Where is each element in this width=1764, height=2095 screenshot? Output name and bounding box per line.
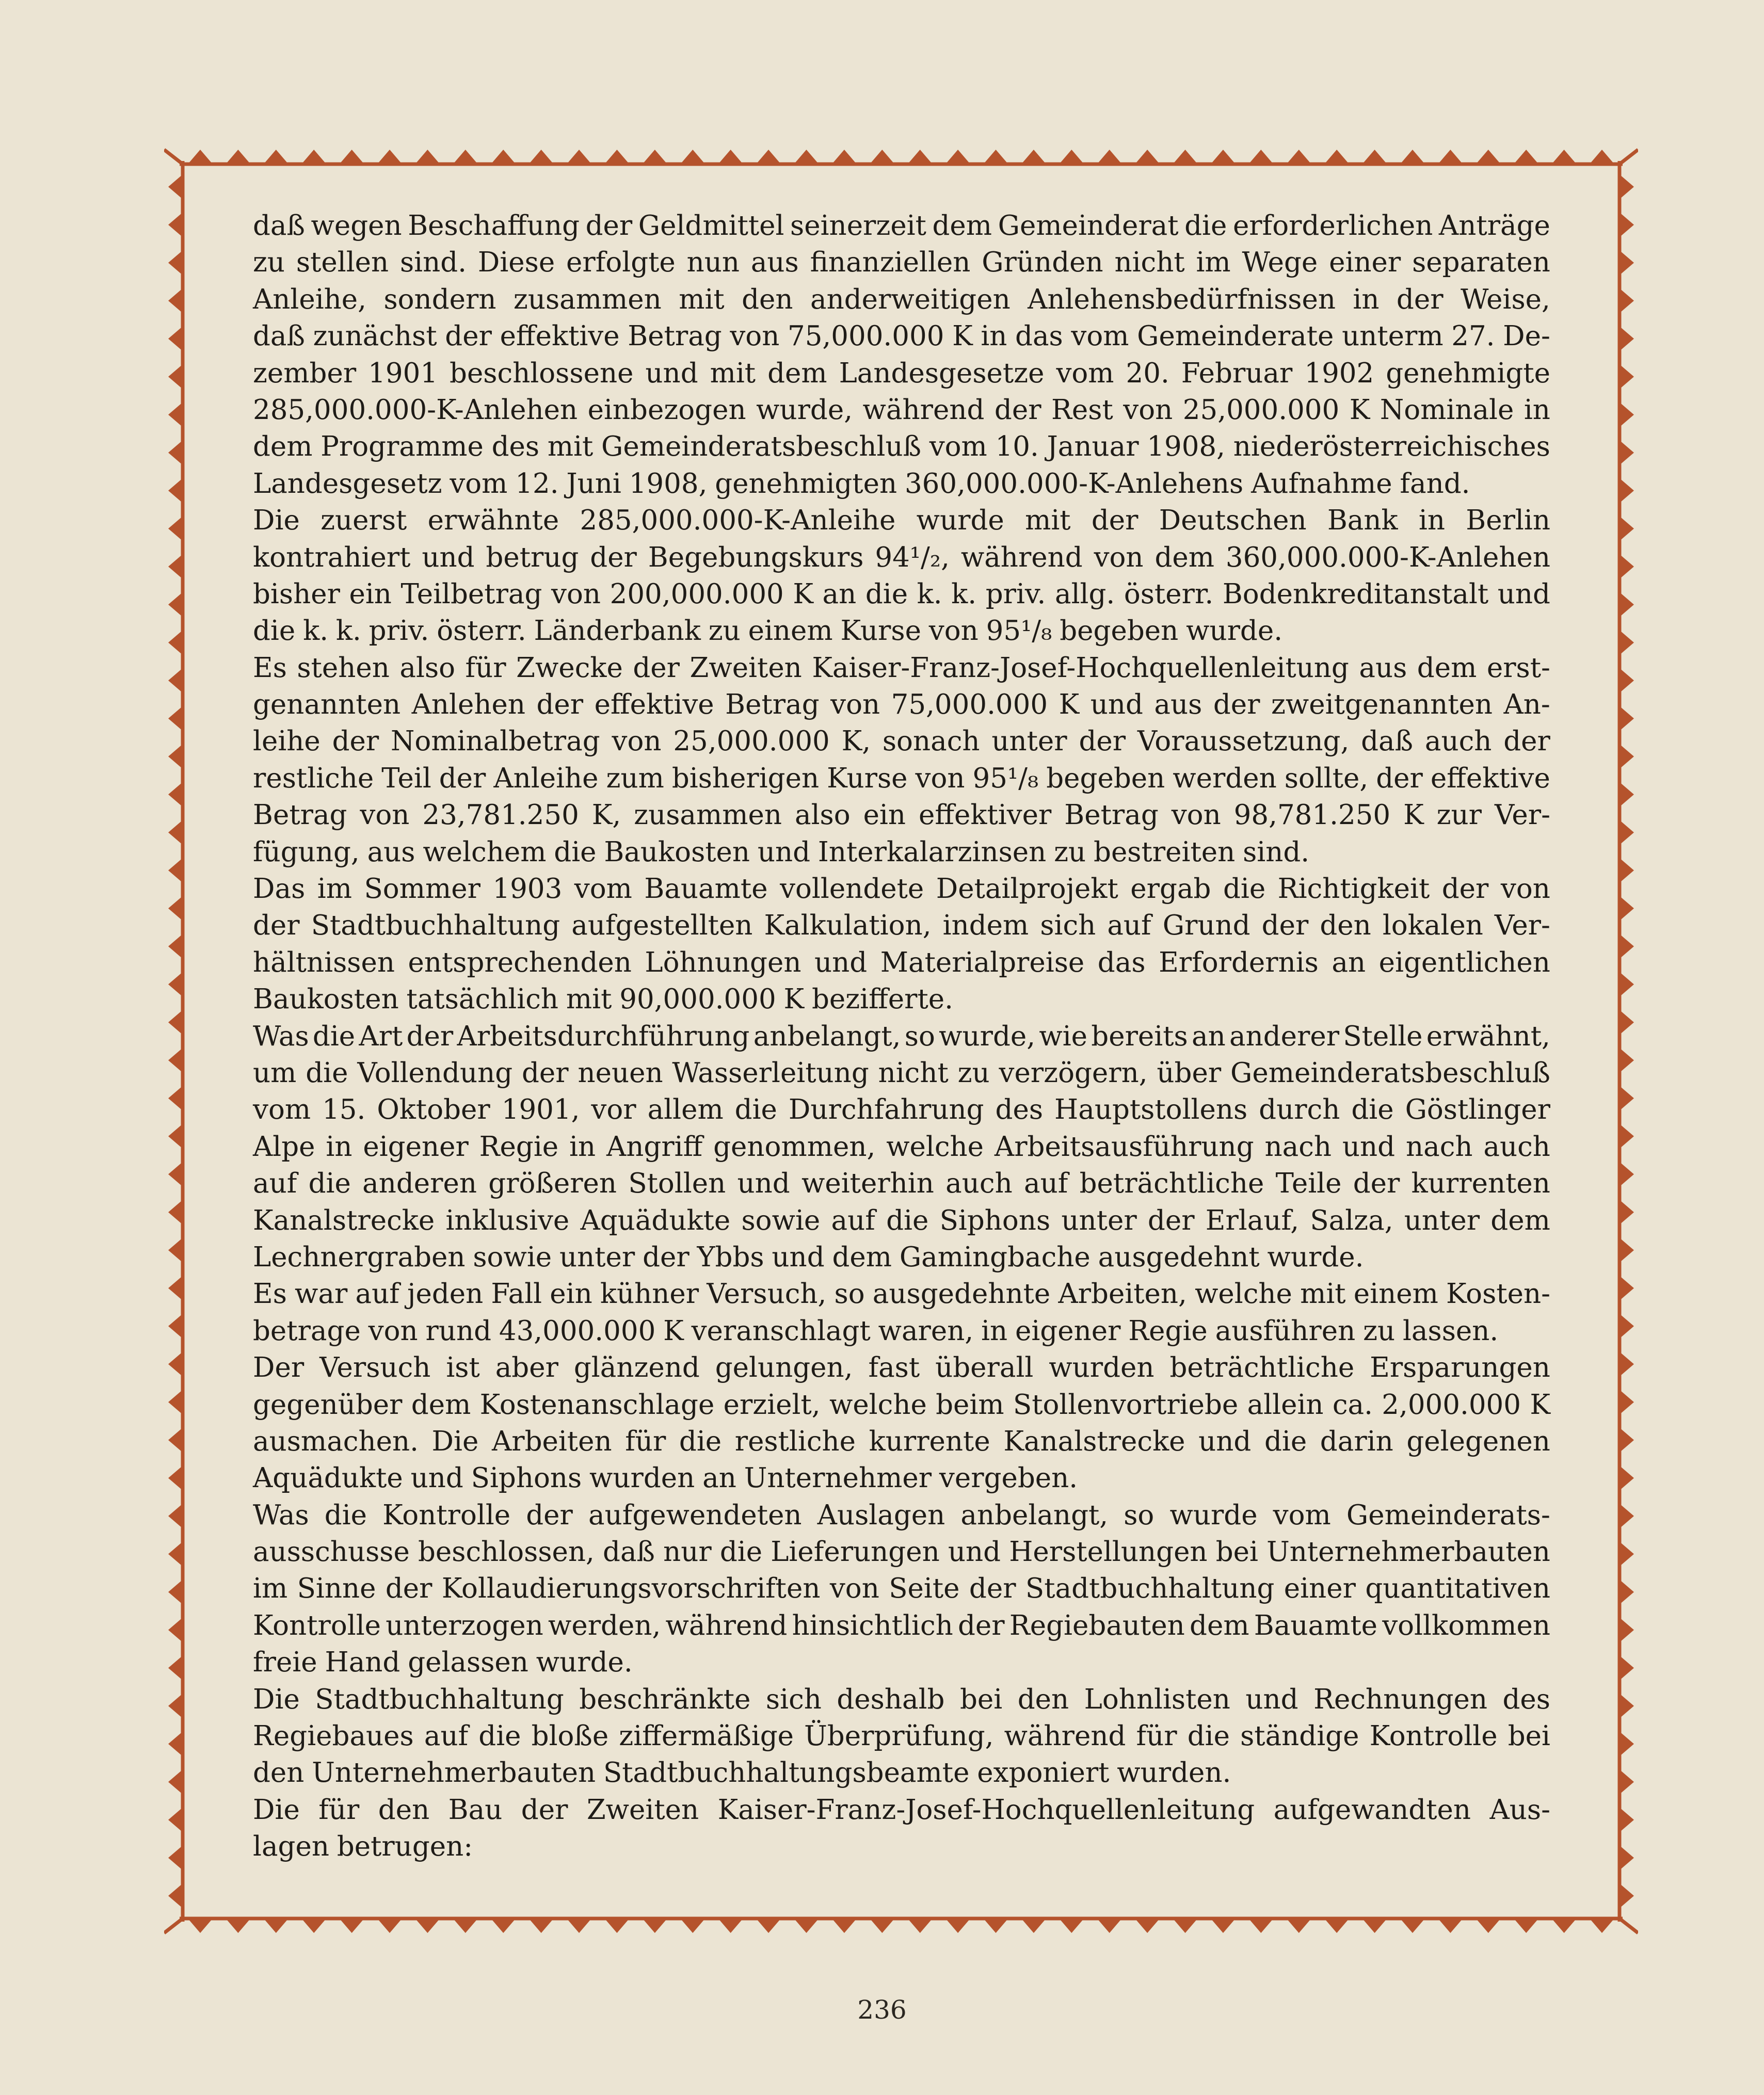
border-triangle: [756, 1919, 781, 1933]
text-line: auf die anderen größeren Stollen und weiterhin auch auf beträchtliche Teile der kurrenten: [253, 1168, 1550, 1200]
border-triangle: [1097, 1919, 1122, 1933]
border-triangle: [168, 896, 183, 921]
border-triangle: [1619, 402, 1634, 427]
text-line: bisher ein Teilbetrag von 200,000.000 K an die k. k. priv. allg. österr. Bodenkreditanstalt und: [253, 578, 1550, 610]
text-line: im Sinne der Kollaudierungsvorschriften von Seite der Stadtbuchhaltung einer quantitativen: [253, 1573, 1550, 1605]
border-triangle: [168, 1618, 183, 1642]
border-triangle: [1438, 1919, 1463, 1933]
border-triangle: [1287, 1919, 1311, 1933]
border-triangle: [680, 1919, 705, 1933]
text-line: die k. k. priv. österr. Länderbank zu einem Kurse von 95¹/₈ begeben wurde.: [253, 615, 1283, 647]
border-triangle: [1619, 1732, 1634, 1756]
text-line: daß zunächst der effektive Betrag von 75,000.000 K in das vom Gemeinderate unterm 27. De-: [253, 320, 1550, 352]
border-triangle: [168, 1655, 183, 1680]
text-line: Lechnergraben sowie unter der Ybbs und dem Gamingbache ausgedehnt wurde.: [253, 1241, 1364, 1273]
border-triangle: [908, 150, 933, 164]
border-triangle: [168, 1580, 183, 1604]
border-triangle: [168, 820, 183, 845]
border-triangle: [1059, 150, 1084, 164]
border-triangle: [168, 213, 183, 237]
border-triangle: [1476, 1919, 1501, 1933]
border-triangle: [1619, 934, 1634, 959]
text-line: Kanalstrecke inklusive Aquädukte sowie auf die Siphons unter der Erlauf, Salza, unter dem: [253, 1204, 1550, 1236]
border-triangle: [168, 1314, 183, 1339]
border-triangle: [680, 150, 705, 164]
border-triangle: [984, 1919, 1008, 1933]
border-triangle: [1135, 150, 1160, 164]
border-triangle: [168, 744, 183, 769]
border-triangle: [1619, 896, 1634, 921]
border-triangle: [168, 1352, 183, 1377]
border-triangle: [168, 1845, 183, 1870]
border-triangle: [168, 364, 183, 389]
border-triangle: [984, 150, 1008, 164]
border-triangle: [188, 1919, 213, 1933]
border-triangle: [168, 250, 183, 275]
border-triangle: [1287, 150, 1311, 164]
border-triangle: [1619, 1580, 1634, 1604]
border-triangle: [168, 288, 183, 313]
border-triangle: [604, 1919, 629, 1933]
border-triangle: [908, 1919, 933, 1933]
border-triangle: [1619, 858, 1634, 883]
border-triangle: [1211, 150, 1236, 164]
border-triangle: [1619, 1618, 1634, 1642]
text-line: 285,000.000-K-Anlehen einbezogen wurde, während der Rest von 25,000.000 K Nominale in: [253, 394, 1550, 426]
border-triangle: [756, 150, 781, 164]
border-triangle: [453, 150, 478, 164]
border-triangle: [1021, 1919, 1046, 1933]
text-line: restliche Teil der Anleihe zum bisherigen Kurse von 95¹/₈ begeben werden sollte, der effektive: [253, 762, 1550, 794]
border-triangle: [1619, 1655, 1634, 1680]
border-triangle: [168, 630, 183, 655]
border-triangle: [567, 150, 591, 164]
border-triangle: [1619, 1845, 1634, 1870]
border-triangle: [226, 1919, 250, 1933]
border-triangle: [1362, 150, 1387, 164]
text-line: Aquädukte und Siphons wurden an Unternehmer vergeben.: [253, 1462, 1078, 1494]
border-triangle: [168, 592, 183, 617]
border-triangle: [1619, 326, 1634, 351]
border-triangle: [1619, 668, 1634, 693]
border-triangle: [168, 1276, 183, 1300]
border-triangle: [870, 150, 894, 164]
text-line: den Unternehmerbauten Stadtbuchhaltungsbeamte exponiert wurden.: [253, 1757, 1231, 1789]
border-triangle: [377, 1919, 402, 1933]
border-triangle: [1173, 1919, 1198, 1933]
border-triangle: [340, 150, 364, 164]
border-triangle: [1619, 478, 1634, 503]
text-line: ausmachen. Die Arbeiten für die restliche kurrente Kanalstrecke und die darin gelegenen: [253, 1425, 1550, 1457]
text-line: kontrahiert und betrug der Begebungskurs 94¹/₂, während von dem 360,000.000-K-Anlehen: [253, 541, 1550, 573]
border-triangle: [377, 150, 402, 164]
border-triangle: [415, 1919, 440, 1933]
border-triangle: [168, 1542, 183, 1567]
border-triangle: [1135, 1919, 1160, 1933]
border-triangle: [1619, 630, 1634, 655]
border-triangle: [1211, 1919, 1236, 1933]
border-triangle: [168, 1465, 183, 1490]
text-line: vom 15. Oktober 1901, vor allem die Durchfahrung des Hauptstollens durch die Göstlinger: [253, 1094, 1550, 1126]
border-triangle: [1619, 1162, 1634, 1187]
border-triangle: [1248, 150, 1273, 164]
border-triangle: [604, 150, 629, 164]
border-triangle: [168, 1010, 183, 1035]
border-triangle: [168, 326, 183, 351]
border-triangle: [1619, 1694, 1634, 1718]
border-triangle: [168, 1694, 183, 1718]
border-triangle: [1619, 1048, 1634, 1073]
border-triangle: [529, 150, 554, 164]
border-triangle: [415, 150, 440, 164]
border-triangle: [168, 782, 183, 807]
text-line: dem Programme des mit Gemeinderatsbeschluß vom 10. Januar 1908, niederösterreichisches: [253, 431, 1550, 463]
border-triangle: [1438, 150, 1463, 164]
border-triangle: [1619, 1390, 1634, 1414]
text-line: Das im Sommer 1903 vom Bauamte vollendete Detailprojekt ergab die Richtigkeit der von: [253, 873, 1550, 905]
border-triangle: [168, 706, 183, 731]
text-line: der Stadtbuchhaltung aufgestellten Kalkulation, indem sich auf Grund der den lokalen Ver-: [253, 910, 1550, 942]
border-triangle: [1059, 1919, 1084, 1933]
border-triangle: [1619, 1465, 1634, 1490]
border-triangle: [453, 1919, 478, 1933]
border-triangle: [264, 1919, 288, 1933]
text-line: genannten Anlehen der effektive Betrag von 75,000.000 K und aus der zweitgenannten An-: [253, 689, 1550, 721]
border-triangle: [226, 150, 250, 164]
border-triangle: [1619, 706, 1634, 731]
text-line: Betrag von 23,781.250 K, zusammen also ein effektiver Betrag von 98,781.250 K zur Ver-: [253, 799, 1550, 831]
text-line: gegenüber dem Kostenanschlage erzielt, welche beim Stollenvortriebe allein ca. 2,000.000 K: [253, 1389, 1550, 1421]
border-triangle: [168, 1048, 183, 1073]
text-line: Was die Kontrolle der aufgewendeten Auslagen anbelangt, so wurde vom Gemeinderats-: [253, 1499, 1550, 1531]
border-triangle: [1619, 744, 1634, 769]
border-triangle: [168, 1732, 183, 1756]
border-triangle: [168, 478, 183, 503]
border-triangle: [1619, 1542, 1634, 1567]
border-triangle: [1619, 1314, 1634, 1339]
border-triangle: [718, 1919, 743, 1933]
border-triangle: [1619, 1504, 1634, 1528]
text-line: Landesgesetz vom 12. Juni 1908, genehmigten 360,000.000-K-Anlehens Aufnahme fand.: [253, 468, 1470, 499]
border-triangle: [945, 150, 970, 164]
border-line: [1619, 1919, 1638, 1933]
border-triangle: [168, 1124, 183, 1149]
border-triangle: [1619, 1769, 1634, 1794]
border-triangle: [1619, 1086, 1634, 1110]
border-line: [1619, 150, 1638, 164]
border-triangle: [529, 1919, 554, 1933]
border-triangle: [168, 1808, 183, 1832]
text-line: Baukosten tatsächlich mit 90,000.000 K bezifferte.: [253, 984, 954, 1016]
border-triangle: [718, 150, 743, 164]
border-triangle: [340, 1919, 364, 1933]
text-line: Was die Art der Arbeitsdurchführung anbelangt, so wurde, wie bereits an anderer Stelle erwähnt,: [253, 1020, 1550, 1052]
border-triangle: [168, 516, 183, 541]
border-triangle: [1173, 150, 1198, 164]
text-line: zember 1901 beschlossene und mit dem Landesgesetze vom 20. Februar 1902 genehmigte: [253, 357, 1550, 389]
text-line: ausschusse beschlossen, daß nur die Lieferungen und Herstellungen bei Unternehmerbauten: [253, 1536, 1550, 1568]
border-triangle: [188, 150, 213, 164]
text-line: Anleihe, sondern zusammen mit den anderweitigen Anlehensbedürfnissen in der Weise,: [253, 283, 1550, 315]
border-triangle: [301, 150, 326, 164]
border-triangle: [1552, 1919, 1577, 1933]
border-triangle: [1619, 516, 1634, 541]
border-triangle: [1619, 288, 1634, 313]
border-triangle: [832, 1919, 857, 1933]
border-triangle: [168, 1200, 183, 1224]
border-triangle: [1619, 174, 1634, 199]
border-triangle: [168, 1390, 183, 1414]
text-line: daß wegen Beschaffung der Geldmittel seinerzeit dem Gemeinderat die erforderlichen Anträge: [253, 210, 1550, 241]
text-line: leihe der Nominalbetrag von 25,000.000 K, sonach unter der Voraussetzung, daß auch der: [253, 726, 1550, 758]
border-triangle: [567, 1919, 591, 1933]
border-triangle: [1590, 150, 1614, 164]
border-triangle: [1324, 1919, 1349, 1933]
border-triangle: [168, 1086, 183, 1110]
border-triangle: [301, 1919, 326, 1933]
border-triangle: [1619, 820, 1634, 845]
border-triangle: [1619, 440, 1634, 465]
border-triangle: [794, 1919, 819, 1933]
border-triangle: [945, 1919, 970, 1933]
border-triangle: [1590, 1919, 1614, 1933]
text-line: lagen betrugen:: [253, 1831, 473, 1863]
border-triangle: [1619, 1428, 1634, 1453]
text-line: freie Hand gelassen wurde.: [253, 1647, 633, 1679]
border-triangle: [1619, 1124, 1634, 1149]
page-number: 236: [857, 1995, 907, 2025]
text-line: zu stellen sind. Diese erfolgte nun aus finanziellen Gründen nicht im Wege einer separaten: [253, 247, 1550, 279]
border-triangle: [168, 1769, 183, 1794]
border-triangle: [643, 1919, 667, 1933]
border-triangle: [1476, 150, 1501, 164]
border-triangle: [168, 1504, 183, 1528]
border-triangle: [1552, 150, 1577, 164]
border-triangle: [870, 1919, 894, 1933]
text-line: Kontrolle unterzogen werden, während hinsichtlich der Regiebauten dem Bauamte vollkommen: [253, 1609, 1550, 1641]
border-triangle: [1619, 972, 1634, 997]
border-triangle: [1021, 150, 1046, 164]
border-triangle: [168, 1883, 183, 1908]
border-triangle: [168, 1238, 183, 1263]
border-triangle: [1619, 1276, 1634, 1300]
border-triangle: [168, 934, 183, 959]
body-text: [253, 207, 1550, 1865]
border-triangle: [168, 1428, 183, 1453]
text-line: Alpe in eigener Regie in Angriff genommen, welche Arbeitsausführung nach und nach auch: [253, 1131, 1550, 1163]
text-line: hältnissen entsprechenden Löhnungen und Materialpreise das Erfordernis an eigentlichen: [253, 946, 1550, 978]
border-triangle: [1619, 1010, 1634, 1035]
border-triangle: [168, 1162, 183, 1187]
text-line: Es war auf jeden Fall ein kühner Versuch, so ausgedehnte Arbeiten, welche mit einem Kosten-: [253, 1278, 1550, 1310]
text-line: fügung, aus welchem die Baukosten und Interkalarzinsen zu bestreiten sind.: [253, 836, 1310, 868]
border-triangle: [1400, 1919, 1425, 1933]
border-triangle: [1097, 150, 1122, 164]
border-triangle: [1619, 1883, 1634, 1908]
border-triangle: [1619, 1352, 1634, 1377]
text-line: Der Versuch ist aber glänzend gelungen, fast überall wurden beträchtliche Ersparungen: [253, 1352, 1550, 1384]
border-triangle: [491, 1919, 516, 1933]
border-triangle: [491, 150, 516, 164]
border-triangle: [168, 668, 183, 693]
border-triangle: [1619, 213, 1634, 237]
border-triangle: [1619, 1200, 1634, 1224]
border-triangle: [1619, 554, 1634, 579]
text-line: Die für den Bau der Zweiten Kaiser-Franz-Josef-Hochquellenleitung aufgewandten Aus-: [253, 1794, 1550, 1826]
border-triangle: [168, 402, 183, 427]
border-triangle: [643, 150, 667, 164]
border-line: [164, 1919, 183, 1933]
border-triangle: [1514, 1919, 1538, 1933]
border-triangle: [1619, 1808, 1634, 1832]
border-triangle: [1514, 150, 1538, 164]
border-triangle: [1324, 150, 1349, 164]
border-triangle: [1619, 364, 1634, 389]
text-line: Es stehen also für Zwecke der Zweiten Kaiser-Franz-Josef-Hochquellenleitung aus dem erst-: [253, 652, 1550, 684]
border-triangle: [1248, 1919, 1273, 1933]
border-triangle: [168, 858, 183, 883]
text-line: Die zuerst erwähnte 285,000.000-K-Anleihe wurde mit der Deutschen Bank in Berlin: [253, 505, 1550, 537]
border-triangle: [1362, 1919, 1387, 1933]
border-triangle: [1619, 782, 1634, 807]
border-triangle: [1619, 592, 1634, 617]
text-line: betrage von rund 43,000.000 K veranschlagt waren, in eigener Regie ausführen zu lassen.: [253, 1315, 1499, 1347]
border-triangle: [168, 174, 183, 199]
border-line: [164, 150, 183, 164]
border-triangle: [832, 150, 857, 164]
text-line: um die Vollendung der neuen Wasserleitung nicht zu verzögern, über Gemeinderatsbeschluß: [253, 1057, 1550, 1089]
border-triangle: [264, 150, 288, 164]
text-line: Regiebaues auf die bloße ziffermäßige Überprüfung, während für die ständige Kontrolle bei: [253, 1720, 1550, 1752]
text-line: Die Stadtbuchhaltung beschränkte sich deshalb bei den Lohnlisten und Rechnungen des: [253, 1683, 1550, 1715]
border-triangle: [168, 554, 183, 579]
border-triangle: [168, 440, 183, 465]
border-triangle: [1400, 150, 1425, 164]
border-triangle: [168, 972, 183, 997]
border-triangle: [1619, 250, 1634, 275]
border-triangle: [1619, 1238, 1634, 1263]
border-triangle: [794, 150, 819, 164]
